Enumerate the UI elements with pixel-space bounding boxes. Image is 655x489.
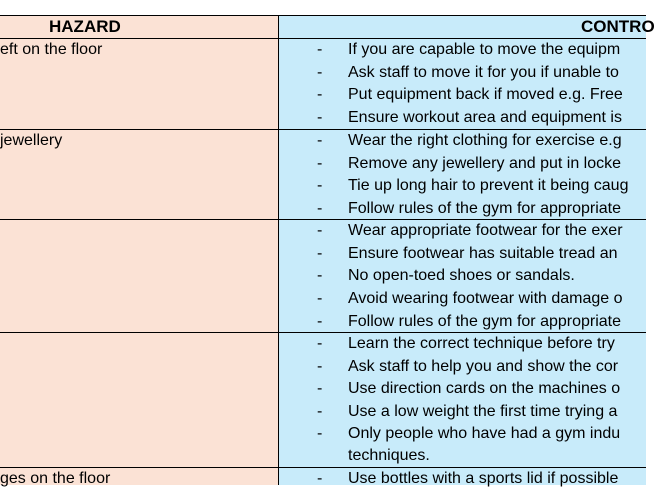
bullet-dash: - (317, 335, 323, 352)
header-hazard: HAZARD (49, 17, 121, 36)
bullet-dash: - (317, 177, 323, 194)
control-item: Wear the right clothing for exercise e.g (348, 132, 622, 149)
control-item: Ask staff to move it for you if unable to (348, 64, 619, 81)
control-item: Use bottles with a sports lid if possible (348, 470, 619, 487)
control-item: If you are capable to move the equipm (348, 41, 621, 58)
grid-line (0, 467, 646, 468)
control-item: Avoid wearing footwear with damage o (348, 290, 623, 307)
control-item: Use direction cards on the machines o (348, 380, 621, 397)
bullet-dash: - (317, 200, 323, 217)
bullet-dash: - (317, 41, 323, 58)
control-item: Only people who have had a gym indu (348, 425, 621, 442)
bullet-dash: - (317, 380, 323, 397)
bullet-dash: - (317, 425, 323, 442)
control-item: Follow rules of the gym for appropriate (348, 313, 622, 330)
control-item: Remove any jewellery and put in locke (348, 155, 622, 172)
bullet-dash: - (317, 155, 323, 172)
bullet-dash: - (317, 267, 323, 284)
bullet-dash: - (317, 358, 323, 375)
header-controls: CONTRO (581, 17, 655, 36)
bullet-dash: - (317, 245, 323, 262)
control-item: Tie up long hair to prevent it being caug (348, 177, 629, 194)
control-item: Use a low weight the first time trying a (348, 403, 618, 420)
grid-line (0, 38, 646, 39)
bullet-dash: - (317, 222, 323, 239)
grid-line (0, 129, 646, 130)
control-item: Ensure footwear has suitable tread an (348, 245, 618, 262)
hazard-text: eft on the floor (0, 41, 103, 58)
hazard-text: jewellery (0, 132, 63, 149)
bullet-dash: - (317, 132, 323, 149)
bullet-dash: - (317, 109, 323, 126)
control-item: No open-toed shoes or sandals. (348, 267, 575, 284)
control-item-continuation: techniques. (348, 447, 430, 464)
grid-line (0, 15, 646, 16)
control-item: Follow rules of the gym for appropriate (348, 200, 622, 217)
control-item: Wear appropriate footwear for the exer (348, 222, 623, 239)
bullet-dash: - (317, 470, 323, 487)
control-item: Ask staff to help you and show the cor (348, 358, 619, 375)
bullet-dash: - (317, 86, 323, 103)
hazard-cell (0, 220, 278, 332)
bullet-dash: - (317, 64, 323, 81)
control-item: Ensure workout area and equipment is (348, 109, 622, 126)
hazard-text: ges on the floor (0, 470, 111, 487)
header-hazard-cell (0, 16, 278, 38)
grid-line (0, 219, 646, 220)
column-divider (278, 15, 279, 485)
grid-line (0, 332, 646, 333)
hazard-cell (0, 333, 278, 467)
bullet-dash: - (317, 290, 323, 307)
bullet-dash: - (317, 403, 323, 420)
control-item: Put equipment back if moved e.g. Free (348, 86, 623, 103)
control-item: Learn the correct technique before try (348, 335, 615, 352)
bullet-dash: - (317, 313, 323, 330)
